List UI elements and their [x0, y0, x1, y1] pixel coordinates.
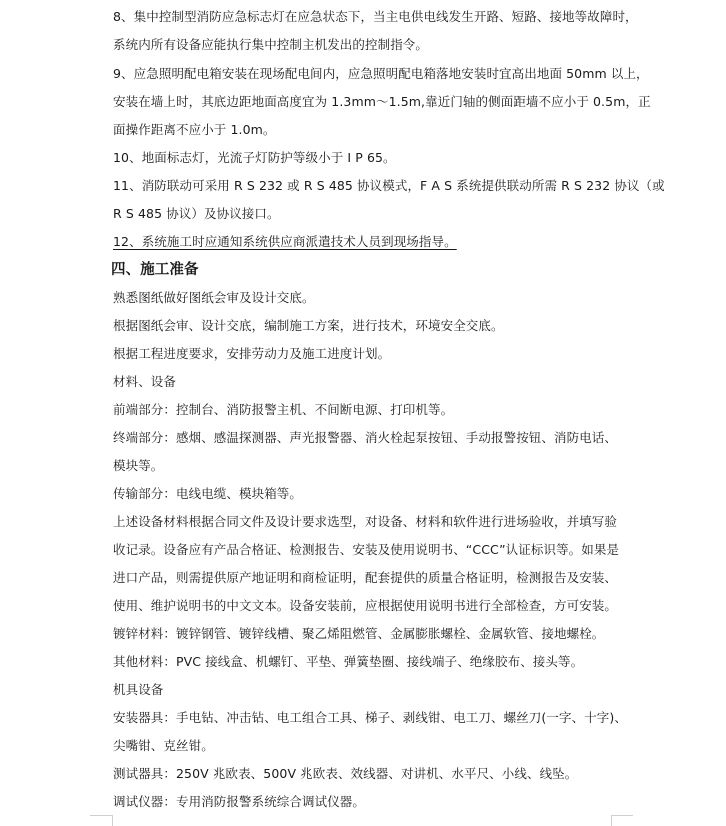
paragraph-line: 传输部分：电线电缆、模块箱等。: [113, 486, 303, 501]
paragraph-line: 系统内所有设备应能执行集中控制主机发出的控制指令。: [113, 37, 429, 52]
paragraph-line: 9、应急照明配电箱安装在现场配电间内，应急照明配电箱落地安装时宜高出地面 50mm 以上，: [113, 66, 649, 81]
paragraph-line: 安装器具：手电钻、冲击钻、电工组合工具、梯子、剥线钳、电工刀、螺丝刀(一字、十字)、: [113, 710, 627, 725]
section-heading: 四、施工准备: [111, 262, 199, 278]
paragraph-line: 镀锌材料：镀锌钢管、镀锌线槽、聚乙烯阻燃管、金属膨胀螺栓、金属软管、接地螺栓。: [113, 626, 605, 641]
paragraph-line: 收记录。设备应有产品合格证、检测报告、安装及使用说明书、“CCC”认证标识等。如果是: [113, 542, 620, 557]
paragraph-line: 根据工程进度要求，安排劳动力及施工进度计划。: [113, 346, 391, 361]
paragraph-line: 8、集中控制型消防应急标志灯在应急状态下，当主电供电线发生开路、短路、接地等故障时，: [113, 9, 638, 24]
paragraph-line: R S 485 协议）及协议接口。: [113, 206, 280, 221]
paragraph-line: 测试器具：250V 兆欧表、500V 兆欧表、效线器、对讲机、水平尺、小线、线坠。: [113, 766, 578, 781]
paragraph-line: 面操作距离不应小于 1.0m。: [113, 122, 276, 137]
paragraph-line: 根据图纸会审、设计交底，编制施工方案，进行技术，环境安全交底。: [113, 318, 504, 333]
paragraph-line: 其他材料：PVC 接线盒、机螺钉、平垫、弹簧垫圈、接线端子、绝缘胶布、接头等。: [113, 654, 584, 669]
paragraph-line: 终端部分：感烟、感温探测器、声光报警器、消火栓起泵按钮、手动报警按钮、消防电话、: [113, 430, 618, 445]
crop-mark-bottom-right-vertical: [611, 815, 612, 826]
paragraph-line: 使用、维护说明书的中文文本。设备安装前，应根据使用说明书进行全部检查，方可安装。: [113, 598, 618, 613]
crop-mark-bottom-left: [90, 815, 112, 816]
paragraph-line: 模块等。: [113, 458, 164, 473]
paragraph-line: 进口产品，则需提供原产地证明和商检证明，配套提供的质量合格证明，检测报告及安装、: [113, 570, 618, 585]
paragraph-line: 10、地面标志灯，光流子灯防护等级小于 I P 65。: [113, 150, 396, 165]
paragraph-line: 熟悉图纸做好图纸会审及设计交底。: [113, 290, 315, 305]
subsection-title: 材料、设备: [113, 374, 177, 389]
paragraph-line: 上述设备材料根据合同文件及设计要求选型，对设备、材料和软件进行进场验收，并填写验: [113, 514, 618, 529]
subsection-title: 机具设备: [113, 682, 164, 697]
crop-mark-bottom-right: [611, 815, 633, 816]
paragraph-line: 调试仪器：专用消防报警系统综合调试仪器。: [113, 794, 366, 809]
paragraph-line: 11、消防联动可采用 R S 232 或 R S 485 协议模式，F A S 系统提供联动所需 R S 232 协议（或: [113, 178, 665, 193]
crop-mark-bottom-left-vertical: [112, 815, 113, 826]
paragraph-line-underlined: 12、系统施工时应通知系统供应商派遣技术人员到现场指导。: [113, 234, 457, 249]
paragraph-line: 尖嘴钳、克丝钳。: [113, 738, 214, 753]
paragraph-line: 前端部分：控制台、消防报警主机、不间断电源、打印机等。: [113, 402, 454, 417]
paragraph-line: 安装在墙上时，其底边距地面高度宜为 1.3mm～1.5m,靠近门轴的侧面距墙不应小于 0.5m，正: [113, 94, 651, 109]
